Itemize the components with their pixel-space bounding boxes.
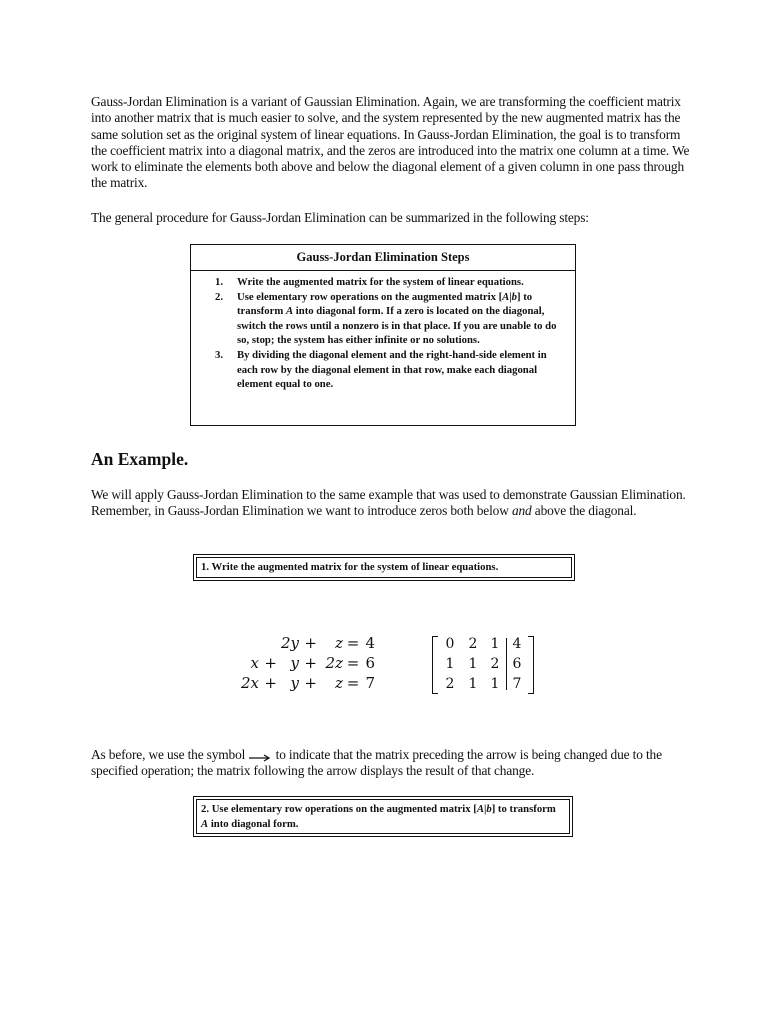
- eq-term: 2x: [240, 674, 259, 692]
- augmented-matrix: [432, 634, 534, 694]
- step-number: 3.: [215, 348, 224, 361]
- matrix-cell: 6: [512, 656, 522, 672]
- step-separator: |: [509, 290, 512, 303]
- step-var-a: A: [285, 305, 294, 318]
- matrix-cell: 1: [490, 636, 500, 652]
- equation-system: [222, 633, 375, 693]
- example-paragraph: [91, 487, 691, 520]
- step2-var-a: A: [476, 803, 484, 815]
- step2-var-a: A: [201, 817, 209, 830]
- matrix-cell: 7: [512, 676, 522, 692]
- matrix-cell: 1: [490, 676, 500, 692]
- steps-box: [190, 244, 576, 426]
- step2-box: [193, 796, 573, 837]
- matrix-cell: 1: [468, 656, 478, 672]
- eq-term: x: [250, 654, 259, 672]
- matrix-cell: 1: [468, 676, 478, 692]
- step2-text: into diagonal form.: [208, 817, 299, 830]
- eq-term: [222, 633, 259, 653]
- eq-term: 2z: [325, 654, 343, 672]
- step-number: 2.: [215, 290, 224, 303]
- step-item-1: [191, 275, 575, 290]
- steps-list: [191, 275, 575, 392]
- step2-separator: |: [484, 803, 487, 815]
- augment-separator: [506, 638, 507, 690]
- symbol-paragraph: [91, 747, 691, 780]
- right-arrow-icon: [249, 751, 271, 761]
- step2-text: 2. Use elementary row operations on the augmented matrix [: [201, 803, 477, 815]
- step1-label: 1. Write the augmented matrix for the system of linear equations.: [196, 557, 572, 578]
- step-text: into diagonal form. If a zero is located on the diagonal, switch the rows until a nonzero is in that place. If you are unable to do so, stop; the system has either infinite or no solutions.: [237, 305, 557, 347]
- general-procedure-text: The general procedure for Gauss-Jordan Elimination can be summarized in the following steps:: [91, 210, 589, 225]
- step2-var-b: b: [486, 803, 492, 815]
- eq-equals: =: [346, 654, 360, 672]
- eq-term: z: [335, 674, 343, 692]
- eq-operator: +: [264, 674, 277, 692]
- eq-equals: =: [346, 634, 360, 652]
- eq-rhs: 4: [365, 634, 375, 652]
- matrix-cell: 0: [445, 636, 455, 652]
- eq-operator: +: [264, 654, 277, 672]
- eq-term: z: [335, 634, 343, 652]
- step1-box: [193, 554, 575, 581]
- step-text: ] to transform: [237, 290, 533, 318]
- example-heading: An Example.: [91, 449, 189, 469]
- left-bracket: [432, 636, 438, 694]
- equation-row: [222, 653, 375, 673]
- example-emphasis: and: [511, 503, 532, 519]
- example-text: above the diagonal.: [531, 503, 637, 519]
- matrix-cell: 2: [445, 676, 455, 692]
- eq-operator: [259, 633, 277, 653]
- symbol-text: to indicate that the matrix preceding the arrow is being changed due to the specified operation; the matrix following the arrow displays the result of that change.: [91, 747, 662, 779]
- matrix-cell: 2: [468, 636, 478, 652]
- matrix-cell: 4: [512, 636, 522, 652]
- step-var-b: b: [511, 290, 518, 303]
- eq-term: y: [290, 674, 299, 692]
- right-bracket: [528, 636, 534, 694]
- eq-equals: =: [346, 674, 360, 692]
- example-text: We will apply Gauss-Jordan Elimination to the same example that was used to demonstrate Gaussian Elimination. Remember, in Gauss-Jordan Elimination we want to introduce zeros both below: [91, 487, 686, 519]
- step-var-a: A: [502, 290, 510, 303]
- eq-term: 2y: [280, 634, 299, 652]
- eq-term: y: [290, 654, 299, 672]
- step2-label: [196, 799, 570, 834]
- intro-paragraph: Gauss-Jordan Elimination is a variant of Gaussian Elimination. Again, we are transforming the coefficient matrix into another matrix that is much easier to solve, and the system represented by the new augmented matrix has the same solution set as the original system of linear equations. In Gauss-Jordan Elimination, the goal is to transform the coefficient matrix into a diagonal matrix, and the zeros are introduced into the matrix one column at a time. We work to eliminate the elements both above and below the diagonal element of a given column in one pass through the matrix.: [91, 94, 690, 191]
- step-item-2: [191, 290, 575, 348]
- eq-rhs: 6: [365, 654, 375, 672]
- steps-box-title: Gauss-Jordan Elimination Steps: [191, 245, 575, 271]
- step-text: By dividing the diagonal element and the right-hand-side element in each row by the diagonal element in that row, make each diagonal element equal to one.: [237, 348, 547, 391]
- eq-operator: +: [304, 674, 317, 692]
- symbol-text: As before, we use the symbol: [91, 747, 249, 762]
- eq-operator: +: [304, 654, 317, 672]
- step-item-3: [191, 348, 575, 392]
- eq-operator: +: [304, 634, 317, 652]
- matrix-cell: 1: [445, 656, 455, 672]
- step2-text: ] to transform: [491, 803, 556, 815]
- equation-row: [222, 673, 375, 693]
- eq-rhs: 7: [365, 674, 375, 692]
- step-number: 1.: [215, 276, 224, 288]
- step-text: Use elementary row operations on the augmented matrix [: [237, 290, 503, 303]
- step-text: Write the augmented matrix for the system of linear equations.: [237, 276, 524, 288]
- equation-row: [222, 633, 375, 653]
- matrix-cell: 2: [490, 656, 500, 672]
